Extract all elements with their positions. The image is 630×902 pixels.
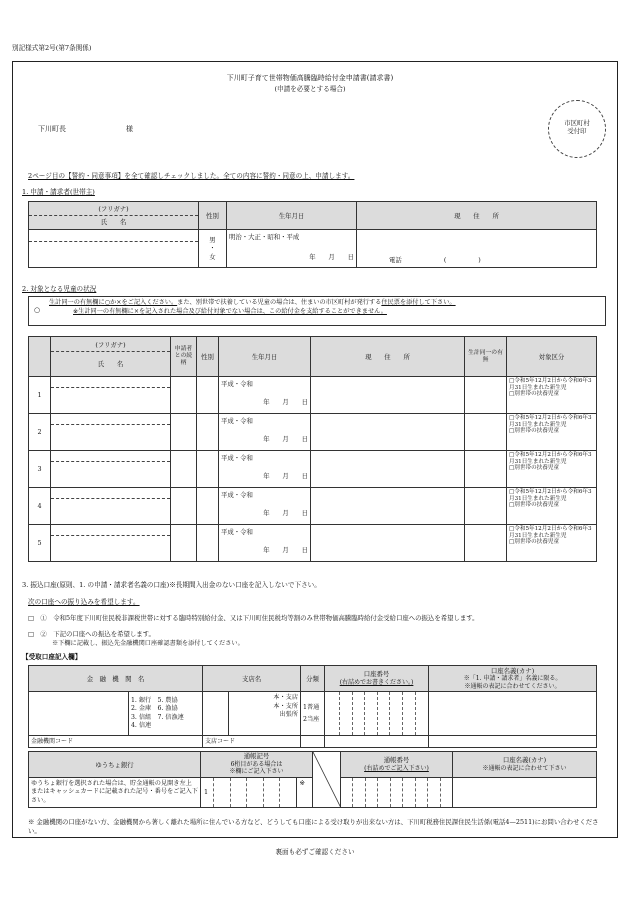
- category-field[interactable]: [507, 377, 597, 414]
- type-shinren: 4. 信連: [131, 721, 152, 729]
- applicant-address[interactable]: [357, 230, 597, 268]
- child-gender-field[interactable]: [197, 414, 219, 451]
- category-newborn[interactable]: □令和5年12月2日から令和6年3月31日生まれた新生児: [509, 415, 592, 428]
- yucho-holder-header: [453, 752, 597, 778]
- child-gender-field[interactable]: [197, 451, 219, 488]
- bank-name-header: 金 融 機 関 名: [29, 666, 203, 692]
- applicant-name-header: [29, 202, 199, 230]
- birth-header: 生年月日: [227, 202, 357, 230]
- gender-female: 女: [209, 252, 216, 261]
- relation-header: 申請者との続柄: [171, 337, 197, 377]
- applicant-name-field[interactable]: [29, 230, 199, 268]
- option2-note: ※下欄に記載し、振込先金融機関口座確認書類を添付してください。: [52, 640, 244, 647]
- table-row: [29, 451, 597, 488]
- child-birth-ymd: 年 月 日: [263, 398, 308, 406]
- passbook-field[interactable]: [341, 778, 453, 808]
- holder-header: [429, 666, 597, 692]
- category-header: 対象区分: [507, 337, 597, 377]
- passbook-label: 通帳番号: [383, 756, 410, 765]
- category-field[interactable]: [507, 414, 597, 451]
- holder-label: 口座名義(カナ): [490, 666, 535, 675]
- bank-table: [28, 665, 597, 748]
- symbol-label: 通帳記号: [243, 752, 270, 761]
- yucho-table: [28, 751, 597, 808]
- branch-type-2: 本・支所: [273, 702, 299, 710]
- household-field[interactable]: [465, 377, 507, 414]
- child-gender-header: 性別: [197, 337, 219, 377]
- child-birth-ymd: 年 月 日: [263, 435, 308, 443]
- section2-note-box: [28, 296, 606, 326]
- branch-name-field[interactable]: [203, 692, 229, 736]
- branch-type-3: 出張所: [279, 711, 299, 719]
- household-field[interactable]: [465, 525, 507, 562]
- child-name-field[interactable]: [51, 451, 171, 488]
- child-name-field[interactable]: [51, 414, 171, 451]
- row-number: 1: [29, 377, 51, 414]
- table-row: [29, 488, 597, 525]
- symbol-field[interactable]: [201, 778, 313, 808]
- child-birth-field[interactable]: [219, 414, 311, 451]
- kind-field[interactable]: [301, 692, 325, 736]
- address-header: 現 住 所: [357, 202, 597, 230]
- child-name-header: [51, 337, 171, 377]
- child-gender-field[interactable]: [197, 525, 219, 562]
- addressee: 下川町長: [38, 125, 66, 133]
- category-field[interactable]: [507, 525, 597, 562]
- branch-code-label: 支店コード: [205, 737, 236, 745]
- type-gyokyo: 6. 漁協: [157, 705, 178, 713]
- type-shingyoren: 7. 信漁連: [157, 713, 184, 721]
- passbook-header: [341, 752, 453, 778]
- category-field[interactable]: [507, 451, 597, 488]
- acct-no-note: (右詰めでお書きください。): [339, 678, 414, 686]
- category-newborn[interactable]: □令和5年12月2日から令和6年3月31日生まれた新生児: [509, 378, 592, 391]
- relation-field[interactable]: [171, 414, 197, 451]
- phone-parens: ( ): [443, 256, 481, 264]
- child-address-field[interactable]: [311, 525, 465, 562]
- acct-no-header: [325, 666, 429, 692]
- kind-toza: 2当座: [303, 715, 320, 723]
- symbol-first-digit: 1: [204, 788, 209, 796]
- bank-name-field[interactable]: [29, 692, 129, 736]
- row-number: 3: [29, 451, 51, 488]
- kind-futsu: 1普通: [303, 704, 320, 712]
- branch-code-field[interactable]: [203, 736, 301, 748]
- form-title: 下川町子育て世帯物価高騰臨時給付金申請書(請求書): [226, 74, 394, 82]
- branch-type-list[interactable]: [229, 692, 301, 736]
- branch-type-1: 本・支店: [273, 694, 299, 701]
- category-dependent[interactable]: □別世帯の扶養児童: [509, 539, 560, 546]
- child-name-field[interactable]: [51, 525, 171, 562]
- child-address-header: 現 住 所: [311, 337, 465, 377]
- branch-header: 支店名: [203, 666, 301, 692]
- household-field[interactable]: [465, 414, 507, 451]
- bank-code-label: 金融機関コード: [31, 737, 74, 745]
- form-number: 別記様式第2号(第7条関係): [12, 44, 92, 52]
- relation-field[interactable]: [171, 488, 197, 525]
- form-subtitle: (申請を必要とする場合): [274, 85, 346, 93]
- yucho-diagonal: [313, 752, 341, 808]
- honorific: 様: [126, 125, 133, 133]
- option1[interactable]: □ ① 令和5年度下川町住民税非課税世帯に対する臨時特別給付金、又は下川町住民税均等割のみ世帯物価高騰臨時給付金受給口座への振込を希望します。: [28, 614, 479, 622]
- footer-note: ※ 金融機関の口座がない方、金融機関から著しく離れた場所に住んでいる方など、どうしても口座による受け取りが出来ない方は、下川町税務住民課住民生活係(電話4—2511)にお問い合わせください。: [28, 818, 599, 836]
- category-dependent[interactable]: □別世帯の扶養児童: [509, 465, 560, 472]
- row-number: 2: [29, 414, 51, 451]
- phone-label: 電話: [389, 256, 402, 264]
- yucho-header: ゆうちょ銀行: [29, 752, 201, 778]
- symbol-note2: ※欄にご記入下さい: [229, 768, 284, 776]
- child-birth-ymd: 年 月 日: [263, 509, 308, 517]
- child-name-label: 氏 名: [97, 359, 124, 368]
- category-dependent[interactable]: □別世帯の扶養児童: [509, 391, 560, 398]
- reception-stamp: [548, 100, 606, 158]
- name-label: 氏 名: [100, 217, 127, 226]
- category-dependent[interactable]: □別世帯の扶養児童: [509, 428, 560, 435]
- child-birth-eras: 平成・令和: [221, 380, 253, 388]
- holder-field[interactable]: [429, 692, 597, 736]
- acct-no-field[interactable]: [325, 692, 429, 736]
- child-address-field[interactable]: [311, 488, 465, 525]
- category-newborn[interactable]: □令和5年12月2日から令和6年3月31日生まれた新生児: [509, 526, 592, 539]
- confirm-line: 2ページ目の【誓約・同意事項】を全て確認しチェックしました。全ての内容に誓約・同意の上、申請します。: [28, 172, 355, 180]
- child-birth-field[interactable]: [219, 451, 311, 488]
- holder-note2: ※通帳の表記に合わせてください。: [464, 682, 561, 690]
- kind-header: 分類: [301, 666, 325, 692]
- circle-mark: ○: [34, 306, 41, 314]
- child-address-field[interactable]: [311, 414, 465, 451]
- yucho-holder-note: ※通帳の表記に合わせて下さい: [482, 764, 567, 772]
- children-table: [28, 336, 597, 562]
- child-birth-field[interactable]: [219, 488, 311, 525]
- furigana-label: (フリガナ): [29, 203, 198, 216]
- row-number: 4: [29, 488, 51, 525]
- type-nokyo: 5. 農協: [157, 696, 178, 704]
- birth-eras: 明治・大正・昭和・平成: [229, 233, 300, 241]
- section1-heading: 1. 申請・請求者(世帯主): [22, 188, 95, 196]
- child-name-field[interactable]: [51, 488, 171, 525]
- yucho-desc: ゆうちょ銀行を選択された場合は、貯金通帳の見開き左上またはキャッシュカードに記載された記号・番号をご記入下さい。: [29, 778, 201, 808]
- relation-field[interactable]: [171, 451, 197, 488]
- type-shinkumi: 3. 信組: [131, 713, 152, 721]
- table-row: [29, 414, 597, 451]
- bank-type-list[interactable]: [129, 692, 203, 736]
- yucho-holder-field[interactable]: [453, 778, 597, 808]
- household-field[interactable]: [465, 488, 507, 525]
- child-gender-field[interactable]: [197, 377, 219, 414]
- table-row: [29, 377, 597, 414]
- gender-dot: ・: [209, 244, 216, 253]
- child-birth-field[interactable]: [219, 525, 311, 562]
- yucho-holder-label: 口座名義(カナ): [502, 756, 547, 765]
- household-field[interactable]: [465, 451, 507, 488]
- applicant-birth[interactable]: [227, 230, 357, 268]
- note-part1: 生計同一の有無欄に○か×をご記入ください。: [49, 299, 178, 306]
- note-part2: また、別世帯で扶養している児童の場合は、住まいの市区町村が発行する: [177, 299, 382, 306]
- no-header: [29, 337, 51, 377]
- stamp-line1: 市区町村: [564, 119, 590, 127]
- child-birth-eras: 平成・令和: [221, 454, 253, 462]
- back-note: 裏面も必ずご確認ください: [275, 848, 355, 856]
- child-birth-eras: 平成・令和: [221, 417, 253, 425]
- household-header: 生計同一の有無: [465, 337, 507, 377]
- gender-male: 男: [209, 236, 216, 244]
- relation-field[interactable]: [171, 377, 197, 414]
- child-birth-ymd: 年 月 日: [263, 472, 308, 480]
- child-name-field[interactable]: [51, 377, 171, 414]
- category-newborn[interactable]: □令和5年12月2日から令和6年3月31日生まれた新生児: [509, 489, 592, 502]
- child-birth-ymd: 年 月 日: [263, 546, 308, 554]
- symbol-header: [201, 752, 313, 778]
- stamp-line2: 受付印: [567, 127, 587, 135]
- holder-note1: ※「1. 申請・請求者」名義に限る。: [463, 674, 562, 682]
- category-field[interactable]: [507, 488, 597, 525]
- gender-header: 性別: [199, 202, 227, 230]
- child-address-field[interactable]: [311, 377, 465, 414]
- child-gender-field[interactable]: [197, 488, 219, 525]
- child-address-field[interactable]: [311, 451, 465, 488]
- note-part3: 住民票を添付して下さい。: [381, 299, 456, 306]
- category-newborn[interactable]: □令和5年12月2日から令和6年3月31日生まれた新生児: [509, 452, 592, 465]
- table-row: [29, 525, 597, 562]
- applicant-gender[interactable]: [199, 230, 227, 268]
- section3-heading: 3. 振込口座(原則、1. の申請・請求者名義の口座)※長期間入出金のない口座を記入しないで下さい。: [22, 581, 321, 589]
- passbook-note: (右詰めでご記入下さい): [364, 764, 429, 772]
- child-birth-header: 生年月日: [219, 337, 311, 377]
- acct-no-label: 口座番号: [363, 670, 390, 679]
- child-furigana-label: (フリガナ): [51, 338, 170, 352]
- category-dependent[interactable]: □別世帯の扶養児童: [509, 502, 560, 509]
- bank-heading: 【受取口座記入欄】: [22, 653, 82, 661]
- diagonal-line: [313, 752, 341, 808]
- asterisk-mark: ※: [299, 779, 305, 787]
- row-number: 5: [29, 525, 51, 562]
- wish-line: 次の口座への振り込みを希望します。: [28, 598, 140, 606]
- birth-ymd: 年 月 日: [309, 253, 354, 261]
- child-birth-eras: 平成・令和: [221, 491, 253, 499]
- option2[interactable]: □ ② 下記の口座への振込を希望します。: [28, 630, 155, 638]
- bank-code-field[interactable]: [29, 736, 203, 748]
- symbol-note1: 6桁目がある場合は: [230, 761, 283, 769]
- section2-heading: 2. 対象となる児童の状況: [22, 285, 97, 293]
- type-kinko: 2. 金庫: [131, 705, 152, 713]
- relation-field[interactable]: [171, 525, 197, 562]
- child-birth-eras: 平成・令和: [221, 528, 253, 536]
- child-birth-field[interactable]: [219, 377, 311, 414]
- note-part4: ※生計同一の有無欄に×を記入された場合及び給付対象でない場合は、この給付金を支給することができません。: [73, 307, 387, 315]
- applicant-table: [28, 201, 597, 268]
- type-bank: 1. 銀行: [131, 696, 152, 704]
